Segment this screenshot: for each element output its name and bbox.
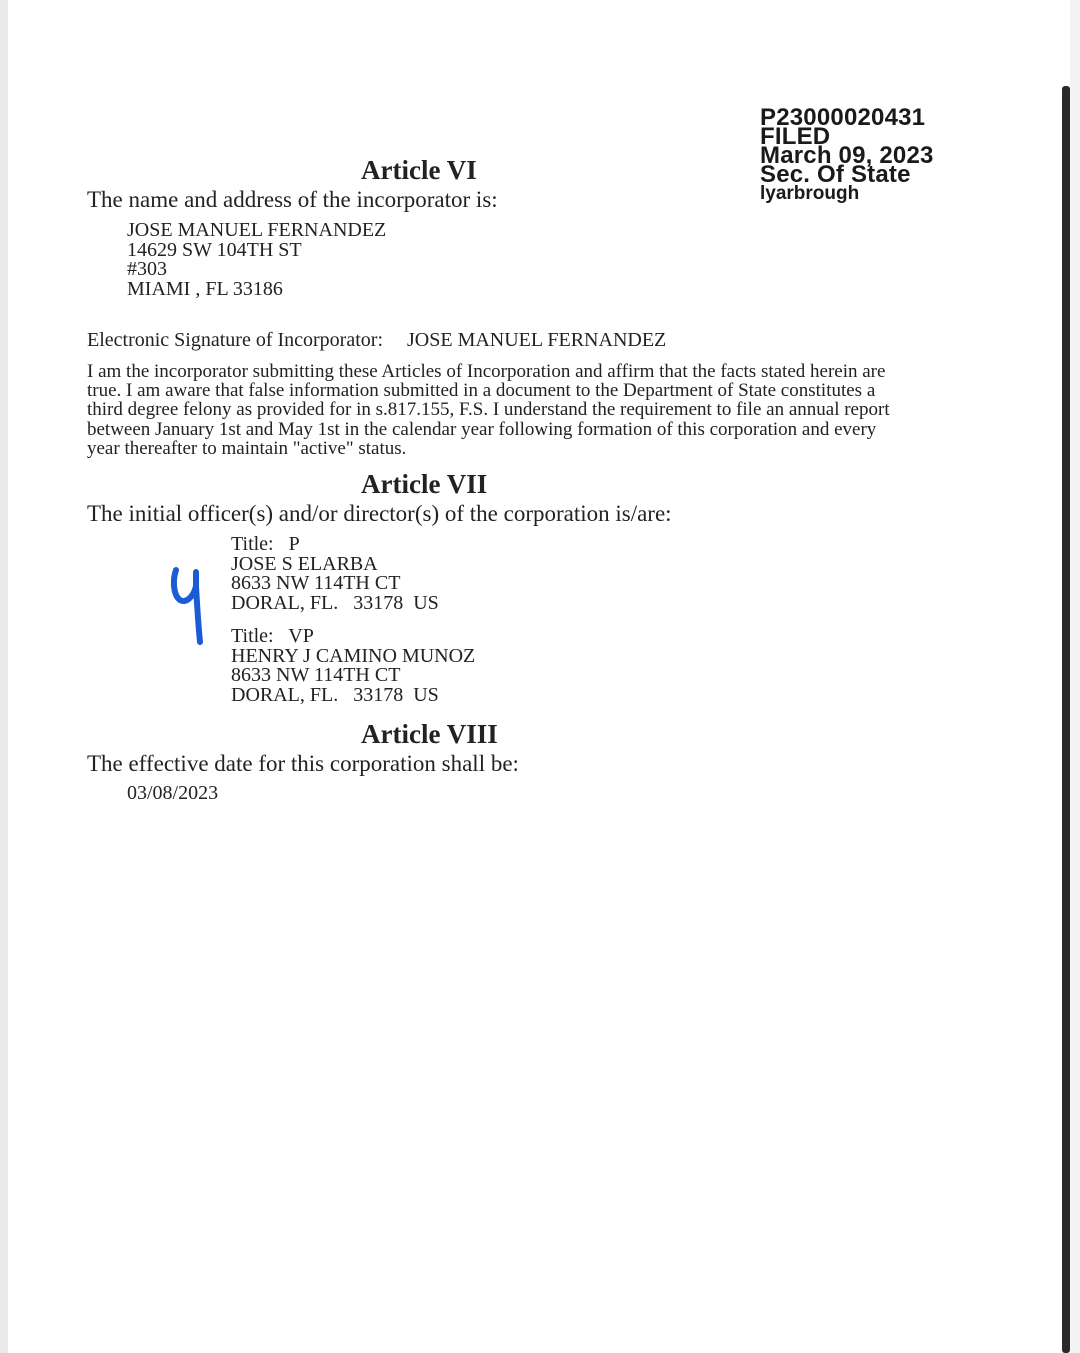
signature-label: Electronic Signature of Incorporator: bbox=[87, 329, 383, 351]
officer-city: DORAL, FL. 33178 US bbox=[231, 591, 439, 614]
officer-title: Title: P bbox=[231, 533, 300, 555]
incorporator-address bbox=[127, 221, 386, 299]
viewer-left-edge bbox=[0, 0, 8, 1353]
filing-clerk: lyarbrough bbox=[760, 183, 860, 204]
affirmation-paragraph bbox=[87, 362, 987, 458]
officer-title: Title: VP bbox=[231, 625, 314, 647]
filing-status: FILED bbox=[760, 123, 831, 150]
officer-street: 8633 NW 114TH CT bbox=[231, 664, 401, 686]
article-vi-heading: Article VI bbox=[361, 155, 477, 185]
officer-name: HENRY J CAMINO MUNOZ bbox=[231, 644, 476, 667]
handwritten-mark bbox=[166, 562, 216, 652]
affirmation-line: between January 1st and May 1st in the calendar year following formation of this corporation and every bbox=[87, 418, 877, 440]
vertical-scrollbar[interactable] bbox=[1062, 86, 1070, 1353]
affirmation-line: true. I am aware that false information submitted in a document to the Department of State constitutes a bbox=[87, 380, 876, 402]
filing-document-number: P23000020431 bbox=[760, 104, 926, 131]
affirmation-line: year thereafter to maintain "active" status. bbox=[87, 437, 407, 459]
officer-block bbox=[231, 627, 475, 705]
article-vi-intro: The name and address of the incorporator is: bbox=[87, 187, 498, 212]
article-vii-heading: Article VII bbox=[361, 469, 488, 499]
incorporator-street: 14629 SW 104TH ST bbox=[127, 238, 302, 261]
signature-name: JOSE MANUEL FERNANDEZ bbox=[407, 329, 667, 351]
affirmation-line: I am the incorporator submitting these Articles of Incorporation and affirm that the facts stated herein are bbox=[87, 361, 886, 382]
affirmation-line: third degree felony as provided for in s.817.155, F.S. I understand the requirement to file an annual report bbox=[87, 399, 890, 421]
filing-stamp bbox=[760, 104, 934, 204]
incorporator-name: JOSE MANUEL FERNANDEZ bbox=[127, 219, 387, 241]
filing-date: March 09, 2023 bbox=[760, 142, 934, 169]
article-vii-intro: The initial officer(s) and/or director(s) of the corporation is/are: bbox=[87, 501, 672, 526]
officer-city: DORAL, FL. 33178 US bbox=[231, 683, 439, 706]
incorporator-city: MIAMI , FL 33186 bbox=[127, 277, 283, 300]
officer-block bbox=[231, 535, 439, 613]
article-viii-heading: Article VIII bbox=[361, 719, 498, 749]
officer-street: 8633 NW 114TH CT bbox=[231, 572, 401, 594]
article-viii-intro: The effective date for this corporation shall be: bbox=[87, 751, 519, 776]
filing-office: Sec. Of State bbox=[760, 161, 911, 188]
incorporator-unit: #303 bbox=[127, 258, 167, 280]
officer-name: JOSE S ELARBA bbox=[231, 552, 378, 575]
effective-date: 03/08/2023 bbox=[127, 782, 219, 804]
